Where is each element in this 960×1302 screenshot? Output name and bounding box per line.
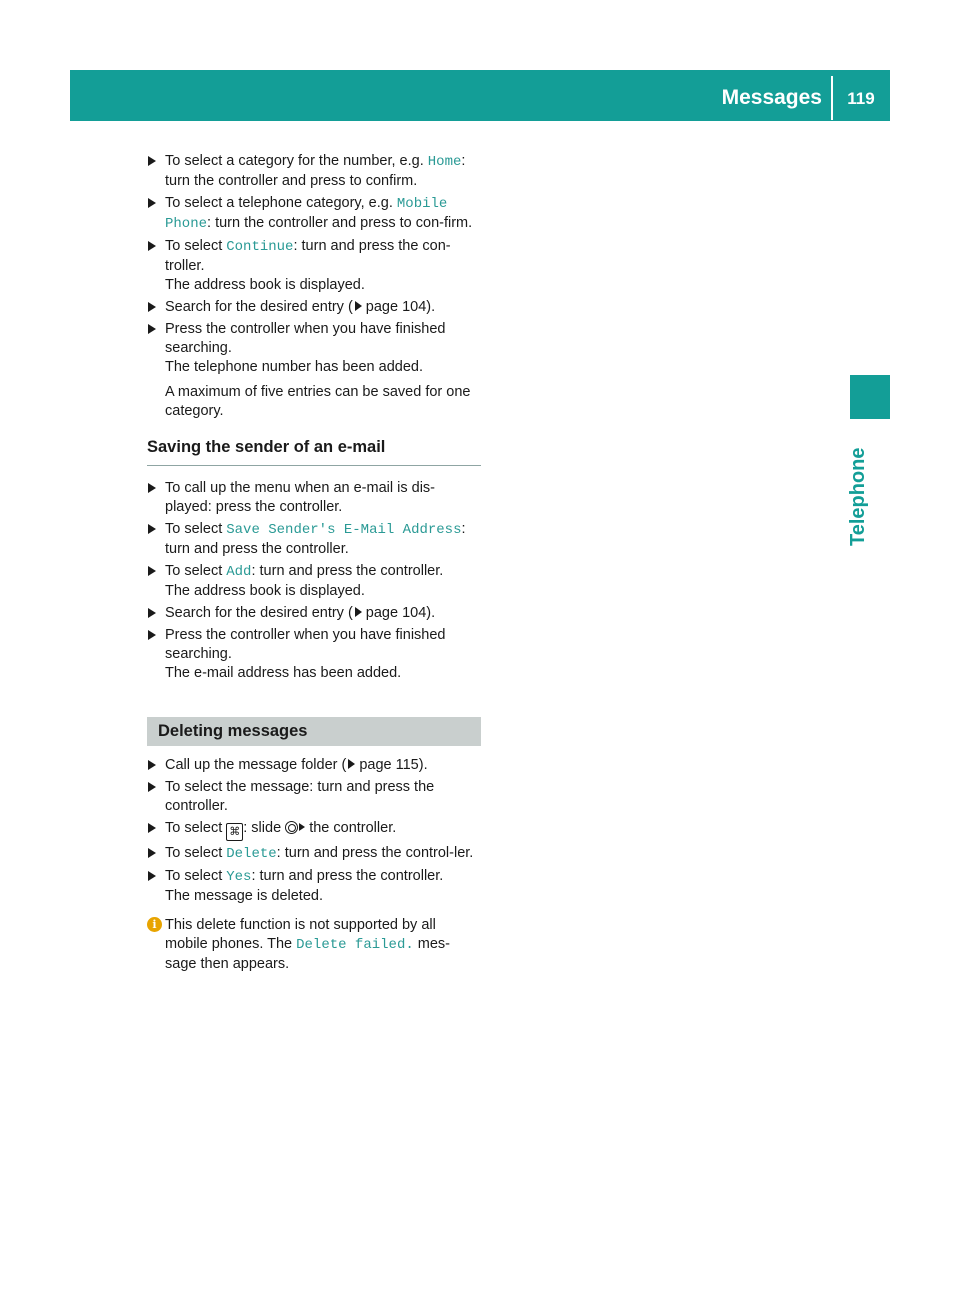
ui-term: Home xyxy=(427,154,462,170)
ui-term: Continue xyxy=(226,239,294,255)
ui-term: Delete failed. xyxy=(296,937,414,953)
step-arrow-icon xyxy=(148,608,156,618)
step-select-delete: To select Delete: turn and press the control-ler. xyxy=(147,844,481,864)
ui-term: Save Sender's E-Mail Address xyxy=(226,522,462,538)
section-heading-email: Saving the sender of an e-mail xyxy=(147,437,481,466)
content-column xyxy=(147,152,481,974)
step-select-yes: To select Yes: turn and press the controller. The message is deleted. xyxy=(147,867,481,906)
page-reference-icon xyxy=(355,301,362,311)
step-arrow-icon xyxy=(148,630,156,640)
ui-term: Mobile Phone xyxy=(165,196,448,232)
step-arrow-icon xyxy=(148,782,156,792)
step-search-entry: Search for the desired entry ( page 104). xyxy=(147,298,481,317)
chapter-tab xyxy=(850,375,890,419)
step-arrow-icon xyxy=(148,871,156,881)
info-note: i This delete function is not supported by all mobile phones. The Delete failed. mes-sage then appears. xyxy=(147,916,481,974)
step-result: The address book is displayed. xyxy=(165,277,365,293)
page-reference: page 115 xyxy=(359,757,419,773)
step-call-menu: To call up the menu when an e-mail is dis-played: press the controller. xyxy=(147,479,481,517)
step-select-category: To select a category for the number, e.g. Home: turn the controller and press to confirm. xyxy=(147,152,481,191)
ui-term: Yes xyxy=(226,869,252,885)
options-menu-icon: ⌘ xyxy=(226,823,243,841)
step-arrow-icon xyxy=(148,324,156,334)
page-reference-icon xyxy=(355,607,362,617)
step-arrow-icon xyxy=(148,241,156,251)
step-arrow-icon xyxy=(148,302,156,312)
step-select-options: To select ⌘ : slide the controller. xyxy=(147,819,481,841)
step-result: The message is deleted. xyxy=(165,888,323,904)
step-arrow-icon xyxy=(148,848,156,858)
step-search-entry: Search for the desired entry ( page 104). xyxy=(147,604,481,623)
step-result: The telephone number has been added. xyxy=(165,359,423,375)
step-result: The e-mail address has been added. xyxy=(165,665,402,681)
ui-term: Delete xyxy=(226,846,277,862)
step-result: The address book is displayed. xyxy=(165,583,365,599)
step-select-continue: To select Continue: turn and press the con-troller. The address book is displayed. xyxy=(147,237,481,295)
page-number: 119 xyxy=(847,89,875,108)
step-arrow-icon xyxy=(148,823,156,833)
step-arrow-icon xyxy=(148,760,156,770)
chapter-label: Telephone xyxy=(847,447,869,546)
intro-note: A maximum of five entries can be saved for one category. xyxy=(165,384,471,419)
step-press-controller: Press the controller when you have finished searching. The telephone number has been added. xyxy=(147,320,481,377)
section-heading-delete: Deleting messages xyxy=(147,717,481,746)
page-reference: page 104 xyxy=(365,299,427,315)
ui-term: Add xyxy=(226,564,252,580)
step-select-message: To select the message: turn and press the controller. xyxy=(147,778,481,816)
step-arrow-icon xyxy=(148,483,156,493)
step-arrow-icon xyxy=(148,566,156,576)
step-arrow-icon xyxy=(148,198,156,208)
step-call-folder: Call up the message folder ( page 115). xyxy=(147,756,481,775)
info-icon: i xyxy=(147,917,162,932)
step-press-controller: Press the controller when you have finished searching. The e-mail address has been added. xyxy=(147,626,481,683)
page-reference: page 104 xyxy=(365,605,427,621)
page-header xyxy=(70,70,890,121)
controller-icon xyxy=(285,821,298,834)
step-select-telephone-category: To select a telephone category, e.g. Mobile Phone: turn the controller and press to con-firm. xyxy=(147,194,481,234)
step-select-save-sender: To select Save Sender's E-Mail Address: turn and press the controller. xyxy=(147,520,481,559)
step-arrow-icon xyxy=(148,156,156,166)
section-title: Messages xyxy=(721,86,822,109)
step-arrow-icon xyxy=(148,524,156,534)
step-select-add: To select Add: turn and press the controller. The address book is displayed. xyxy=(147,562,481,601)
page-reference-icon xyxy=(348,759,355,769)
